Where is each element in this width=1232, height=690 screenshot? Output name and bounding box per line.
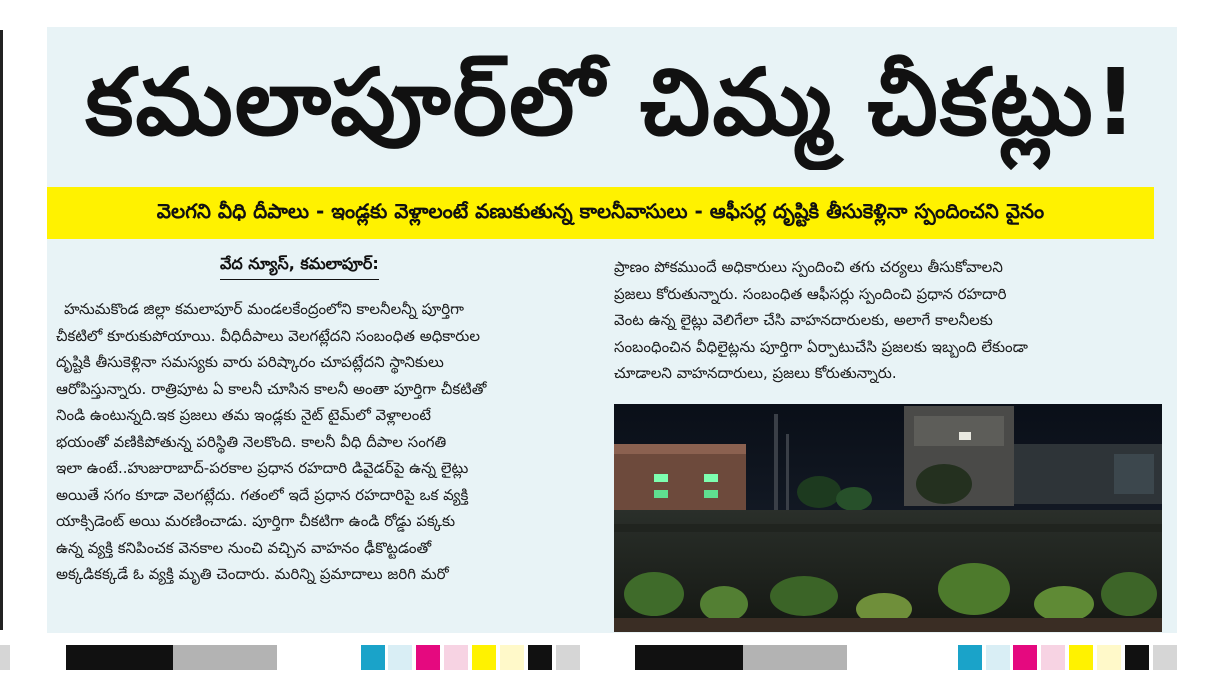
body-line: ప్రజలు కోరుతున్నారు. సంబంధిత ఆఫీసర్లు స్పందించి ప్రధాన రహదారి	[614, 284, 1007, 303]
registration-mark	[1125, 645, 1149, 670]
night-street-photo	[614, 404, 1162, 632]
body-line: వెంట ఉన్న లైట్లు వెలిగేలా చేసి వాహనదారులకు, అలాగే కాలనీలకు	[614, 311, 993, 329]
body-line: అక్కడికక్కడే ఓ వ్యక్తి మృతి చెందారు. మరిన్ని ప్రమాదాలు జరిగి మరో	[56, 565, 449, 583]
body-line: యాక్సిడెంట్ అయి మరణించాడు. పూర్తిగా చీకటిగా ఉండి రోడ్డు పక్కకు	[56, 512, 456, 530]
page-left-rule	[0, 30, 3, 630]
body-line: చీకటిలో కూరుకుపోయాయి. వీధిదీపాలు వెలగట్లేదని సంబంధిత అధికారుల	[56, 326, 481, 345]
registration-mark	[444, 645, 468, 670]
registration-mark	[173, 645, 277, 670]
registration-strip	[0, 645, 1232, 670]
registration-mark	[388, 645, 412, 670]
registration-mark	[556, 645, 580, 670]
registration-mark	[416, 645, 440, 670]
registration-mark	[1097, 645, 1121, 670]
body-line: ఇలా ఉంటే..హుజురాబాద్-పరకాల ప్రధాన రహదారి డివైడర్‌పై ఉన్న లైట్లు	[56, 459, 469, 477]
registration-mark	[1153, 645, 1177, 670]
body-line: హనుమకొండ జిల్లా కమలాపూర్ మండలకేంద్రంలోని కాలనీలన్నీ పూర్తిగా	[64, 300, 464, 318]
headline: కమలాపూర్‌లో చిమ్మ చీకట్లు!	[85, 49, 1139, 156]
body-line: ఆరోపిస్తున్నారు. రాత్రిపూట ఏ కాలనీ చూసిన కాలనీ అంతా పూర్తిగా చీకటితో	[56, 379, 487, 398]
registration-mark	[528, 645, 552, 670]
body-line: ప్రాణం పోకముందే అధికారులు స్పందించి తగు చర్యలు తీసుకోవాలని	[614, 258, 1003, 276]
registration-mark	[500, 645, 524, 670]
registration-mark	[472, 645, 496, 670]
registration-mark	[986, 645, 1010, 670]
subheadline-banner	[47, 187, 1154, 239]
registration-mark	[958, 645, 982, 670]
registration-mark	[743, 645, 847, 670]
night-street-photo-svg	[614, 404, 1162, 632]
body-line: అయితే సగం కూడా వెలగట్లేదు. గతంలో ఇదే ప్రధాన రహదారిపై ఒక వ్యక్తి	[56, 485, 469, 504]
body-line: సంబంధించిన వీధిలైట్లను పూర్తిగా ఏర్పాటుచేసి ప్రజలకు ఇబ్బంది లేకుండా	[614, 337, 1028, 356]
registration-mark	[0, 645, 10, 670]
registration-mark	[361, 645, 385, 670]
article-column-right	[614, 254, 1162, 387]
body-line: దృష్టికి తీసుకెళ్లినా సమస్యకు వారు పరిష్కారం చూపట్లేదని స్థానికులు	[56, 353, 444, 371]
byline: వేద న్యూస్, కమలాపూర్:	[220, 254, 379, 280]
body-line: భయంతో వణికిపోతున్న పరిస్థితి నెలకొంది. కాలనీ వీధి దీపాల సంగతి	[56, 432, 447, 451]
registration-mark	[1069, 645, 1093, 670]
registration-mark	[66, 645, 173, 670]
subheadline: వెలగని వీధి దీపాలు - ఇండ్లకు వెళ్లాలంటే వణుకుతున్న కాలనీవాసులు - ఆఫీసర్ల దృష్టికి తీసుకెళ్లినా స్పందించని వైనం	[156, 198, 1045, 223]
body-line: ఉన్న వ్యక్తి కనిపించక వెనకాల నుంచి వచ్చిన వాహనం ఢీకొట్టడంతో	[56, 538, 432, 557]
registration-mark	[1013, 645, 1037, 670]
registration-mark	[1041, 645, 1065, 670]
registration-mark	[635, 645, 743, 670]
body-line: చూడాలని వాహనదారులు, ప్రజలు కోరుతున్నారు.	[614, 364, 897, 382]
body-line: నిండి ఉంటున్నది.ఇక ప్రజలు తమ ఇండ్లకు నైట్ టైమ్‌లో వెళ్లాలంటే	[56, 406, 431, 424]
article-column-left	[56, 296, 593, 588]
